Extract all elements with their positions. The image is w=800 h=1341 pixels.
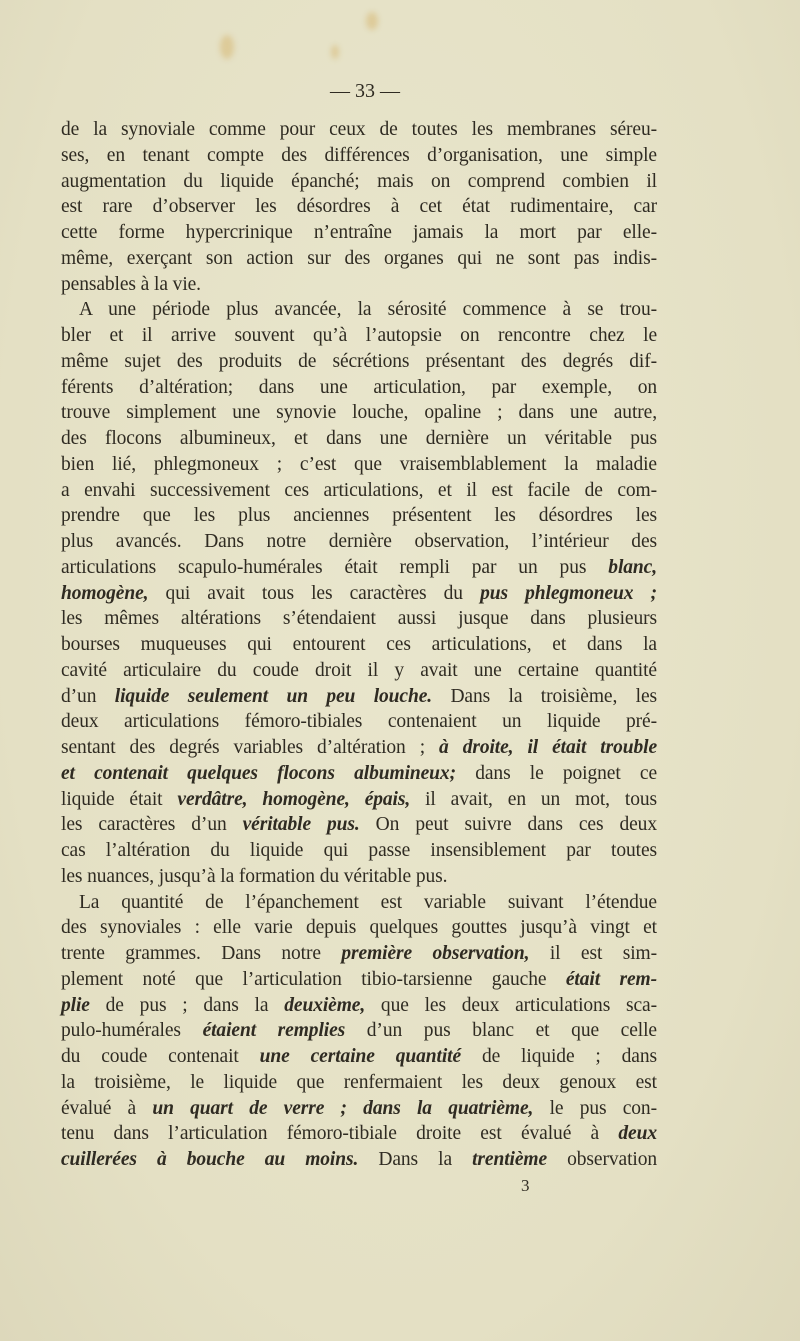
text-line <box>61 297 657 323</box>
text-run: Dans la <box>358 1149 473 1170</box>
text-run: articulations scapulo-humérales était rempli par un pus <box>61 556 609 578</box>
text-run: que les deux articulations sca- <box>365 994 657 1016</box>
text-line <box>61 529 657 555</box>
text-line <box>61 838 657 864</box>
italic-text: deux <box>618 1123 657 1145</box>
text-run: qui avait tous les caractères du <box>148 582 481 604</box>
text-run: plus avancés. Dans notre dernière observation, l’intérieur des <box>61 531 657 552</box>
text-line <box>61 194 657 220</box>
foxing-stain <box>366 12 378 30</box>
text-run: prendre que les plus anciennes présentent les désordres les <box>61 505 657 527</box>
text-line <box>61 1096 657 1122</box>
text-line <box>61 606 657 632</box>
text-run: de pus ; dans la <box>89 994 285 1016</box>
italic-text: à droite, il était trouble <box>439 737 657 758</box>
text-run: de la synoviale comme pour ceux de toutes les membranes séreu- <box>61 119 657 140</box>
text-run: On peut suivre dans ces deux <box>359 814 657 836</box>
text-line <box>61 1044 657 1070</box>
text-run: la troisième, le liquide que renfermaient les deux genoux est <box>61 1071 657 1093</box>
text-line <box>61 1147 657 1173</box>
text-line <box>61 1121 657 1147</box>
foxing-stain <box>220 35 234 59</box>
text-run: même, exerçant son action sur des organes qui ne sont pas indis- <box>61 247 657 269</box>
text-line <box>61 400 657 426</box>
text-run: bien lié, phlegmoneux ; c’est que vraisemblablement la maladie <box>61 453 657 475</box>
text-line <box>61 426 657 452</box>
text-run: bler et il arrive souvent qu’à l’autopsie on rencontre chez le <box>61 325 657 346</box>
italic-text: première observation, <box>341 943 530 964</box>
text-run: les caractères d’un <box>61 814 243 836</box>
italic-text: verdâtre, homogène, épais, <box>177 788 411 810</box>
text-run: La quantité de l’épanchement est variable suivant l’étendue <box>79 891 657 913</box>
text-line <box>61 1018 657 1044</box>
text-run: est rare d’observer les désordres à cet état rudimentaire, car <box>61 196 657 218</box>
text-line <box>61 658 657 684</box>
text-run: pulo-humérales <box>61 1020 203 1042</box>
foxing-stain <box>331 45 339 59</box>
text-run: bourses muqueuses qui entourent ces articulations, et dans la <box>61 634 657 655</box>
italic-text: un quart de verre ; dans la quatrième, <box>152 1097 534 1119</box>
text-line <box>61 967 657 993</box>
body-text <box>61 117 657 1173</box>
italic-text: homogène, <box>61 582 149 604</box>
text-line <box>61 117 657 143</box>
text-run: dans le poignet ce <box>455 762 658 784</box>
text-line <box>61 246 657 272</box>
italic-text: était rem- <box>565 968 657 990</box>
text-run: le pus con- <box>533 1097 657 1119</box>
text-run: des flocons albumineux, et dans une dernière un véritable pus <box>61 428 657 449</box>
text-run: il avait, en un mot, tous <box>410 788 657 810</box>
text-line <box>61 143 657 169</box>
text-line <box>61 323 657 349</box>
text-line <box>61 915 657 941</box>
text-line <box>61 864 657 890</box>
text-run: pensables à la vie. <box>61 273 201 295</box>
italic-text: pus phlegmoneux ; <box>480 582 657 604</box>
text-run: férents d’altération; dans une articulation, par exemple, on <box>61 376 657 398</box>
text-line <box>61 452 657 478</box>
text-run: Dans la troisième, les <box>432 685 657 707</box>
text-line <box>61 735 657 761</box>
text-line <box>61 941 657 967</box>
text-run: cavité articulaire du coude droit il y avait une certaine quantité <box>61 659 657 681</box>
text-run: trente grammes. Dans notre <box>61 943 342 964</box>
text-run: plement noté que l’articulation tibio-tarsienne gauche <box>61 968 566 990</box>
italic-text: plie <box>61 994 90 1016</box>
italic-text: liquide seulement un peu louche. <box>114 685 433 707</box>
text-line <box>61 761 657 787</box>
text-line <box>61 812 657 838</box>
text-run: d’un pus blanc et que celle <box>345 1020 657 1042</box>
text-run: trouve simplement une synovie louche, opaline ; dans une autre, <box>61 402 657 424</box>
text-line <box>61 478 657 504</box>
text-run: même sujet des produits de sécrétions présentant des degrés dif- <box>61 350 657 372</box>
text-run: tenu dans l’articulation fémoro-tibiale droite est évalué à <box>61 1123 619 1145</box>
text-line <box>61 220 657 246</box>
italic-text: étaient remplies <box>202 1020 346 1042</box>
text-run: du coude contenait <box>61 1046 260 1067</box>
text-run: cas l’altération du liquide qui passe insensiblement par toutes <box>61 840 657 861</box>
text-run: sentant des degrés variables d’altération ; <box>61 737 440 758</box>
text-run: il est sim- <box>529 943 658 964</box>
text-run: des synoviales : elle varie depuis quelques gouttes jusqu’à vingt et <box>61 917 657 939</box>
text-line <box>61 375 657 401</box>
text-line <box>61 890 657 916</box>
text-line <box>61 169 657 195</box>
signature-mark: 3 <box>521 1176 530 1195</box>
text-line <box>61 503 657 529</box>
italic-text: cuillerées à bouche au moins. <box>61 1149 359 1170</box>
text-run: d’un <box>61 685 115 707</box>
text-line <box>61 272 657 298</box>
text-run: a envahi successivement ces articulations, et il est facile de com- <box>61 479 657 501</box>
text-line <box>61 349 657 375</box>
text-run: de liquide ; dans <box>461 1046 657 1067</box>
italic-text: deuxième, <box>284 994 366 1016</box>
text-line <box>61 632 657 658</box>
text-line <box>61 684 657 710</box>
text-line <box>61 555 657 581</box>
text-run: augmentation du liquide épanché; mais on comprend combien il <box>61 170 657 192</box>
text-run: les nuances, jusqu’à la formation du véritable pus. <box>61 865 448 887</box>
text-run: deux articulations fémoro-tibiales contenaient un liquide pré- <box>61 711 657 733</box>
text-line <box>61 1070 657 1096</box>
text-line <box>61 993 657 1019</box>
italic-text: et contenait quelques flocons albumineux; <box>61 762 456 784</box>
text-run: évalué à <box>61 1097 153 1119</box>
text-line <box>61 581 657 607</box>
italic-text: trentième <box>472 1149 548 1170</box>
page-number: — 33 — <box>330 80 400 102</box>
text-run: liquide était <box>61 788 178 810</box>
text-line <box>61 709 657 735</box>
italic-text: blanc, <box>608 556 657 578</box>
text-line <box>61 787 657 813</box>
italic-text: véritable pus. <box>242 814 360 836</box>
text-run: ses, en tenant compte des différences d’organisation, une simple <box>61 144 657 166</box>
text-run: A une période plus avancée, la sérosité commence à se trou- <box>79 299 657 321</box>
text-run: cette forme hypercrinique n’entraîne jamais la mort par elle- <box>61 222 657 243</box>
text-run: les mêmes altérations s’étendaient aussi jusque dans plusieurs <box>61 608 657 630</box>
text-run: observation <box>547 1149 658 1170</box>
italic-text: une certaine quantité <box>259 1046 462 1067</box>
